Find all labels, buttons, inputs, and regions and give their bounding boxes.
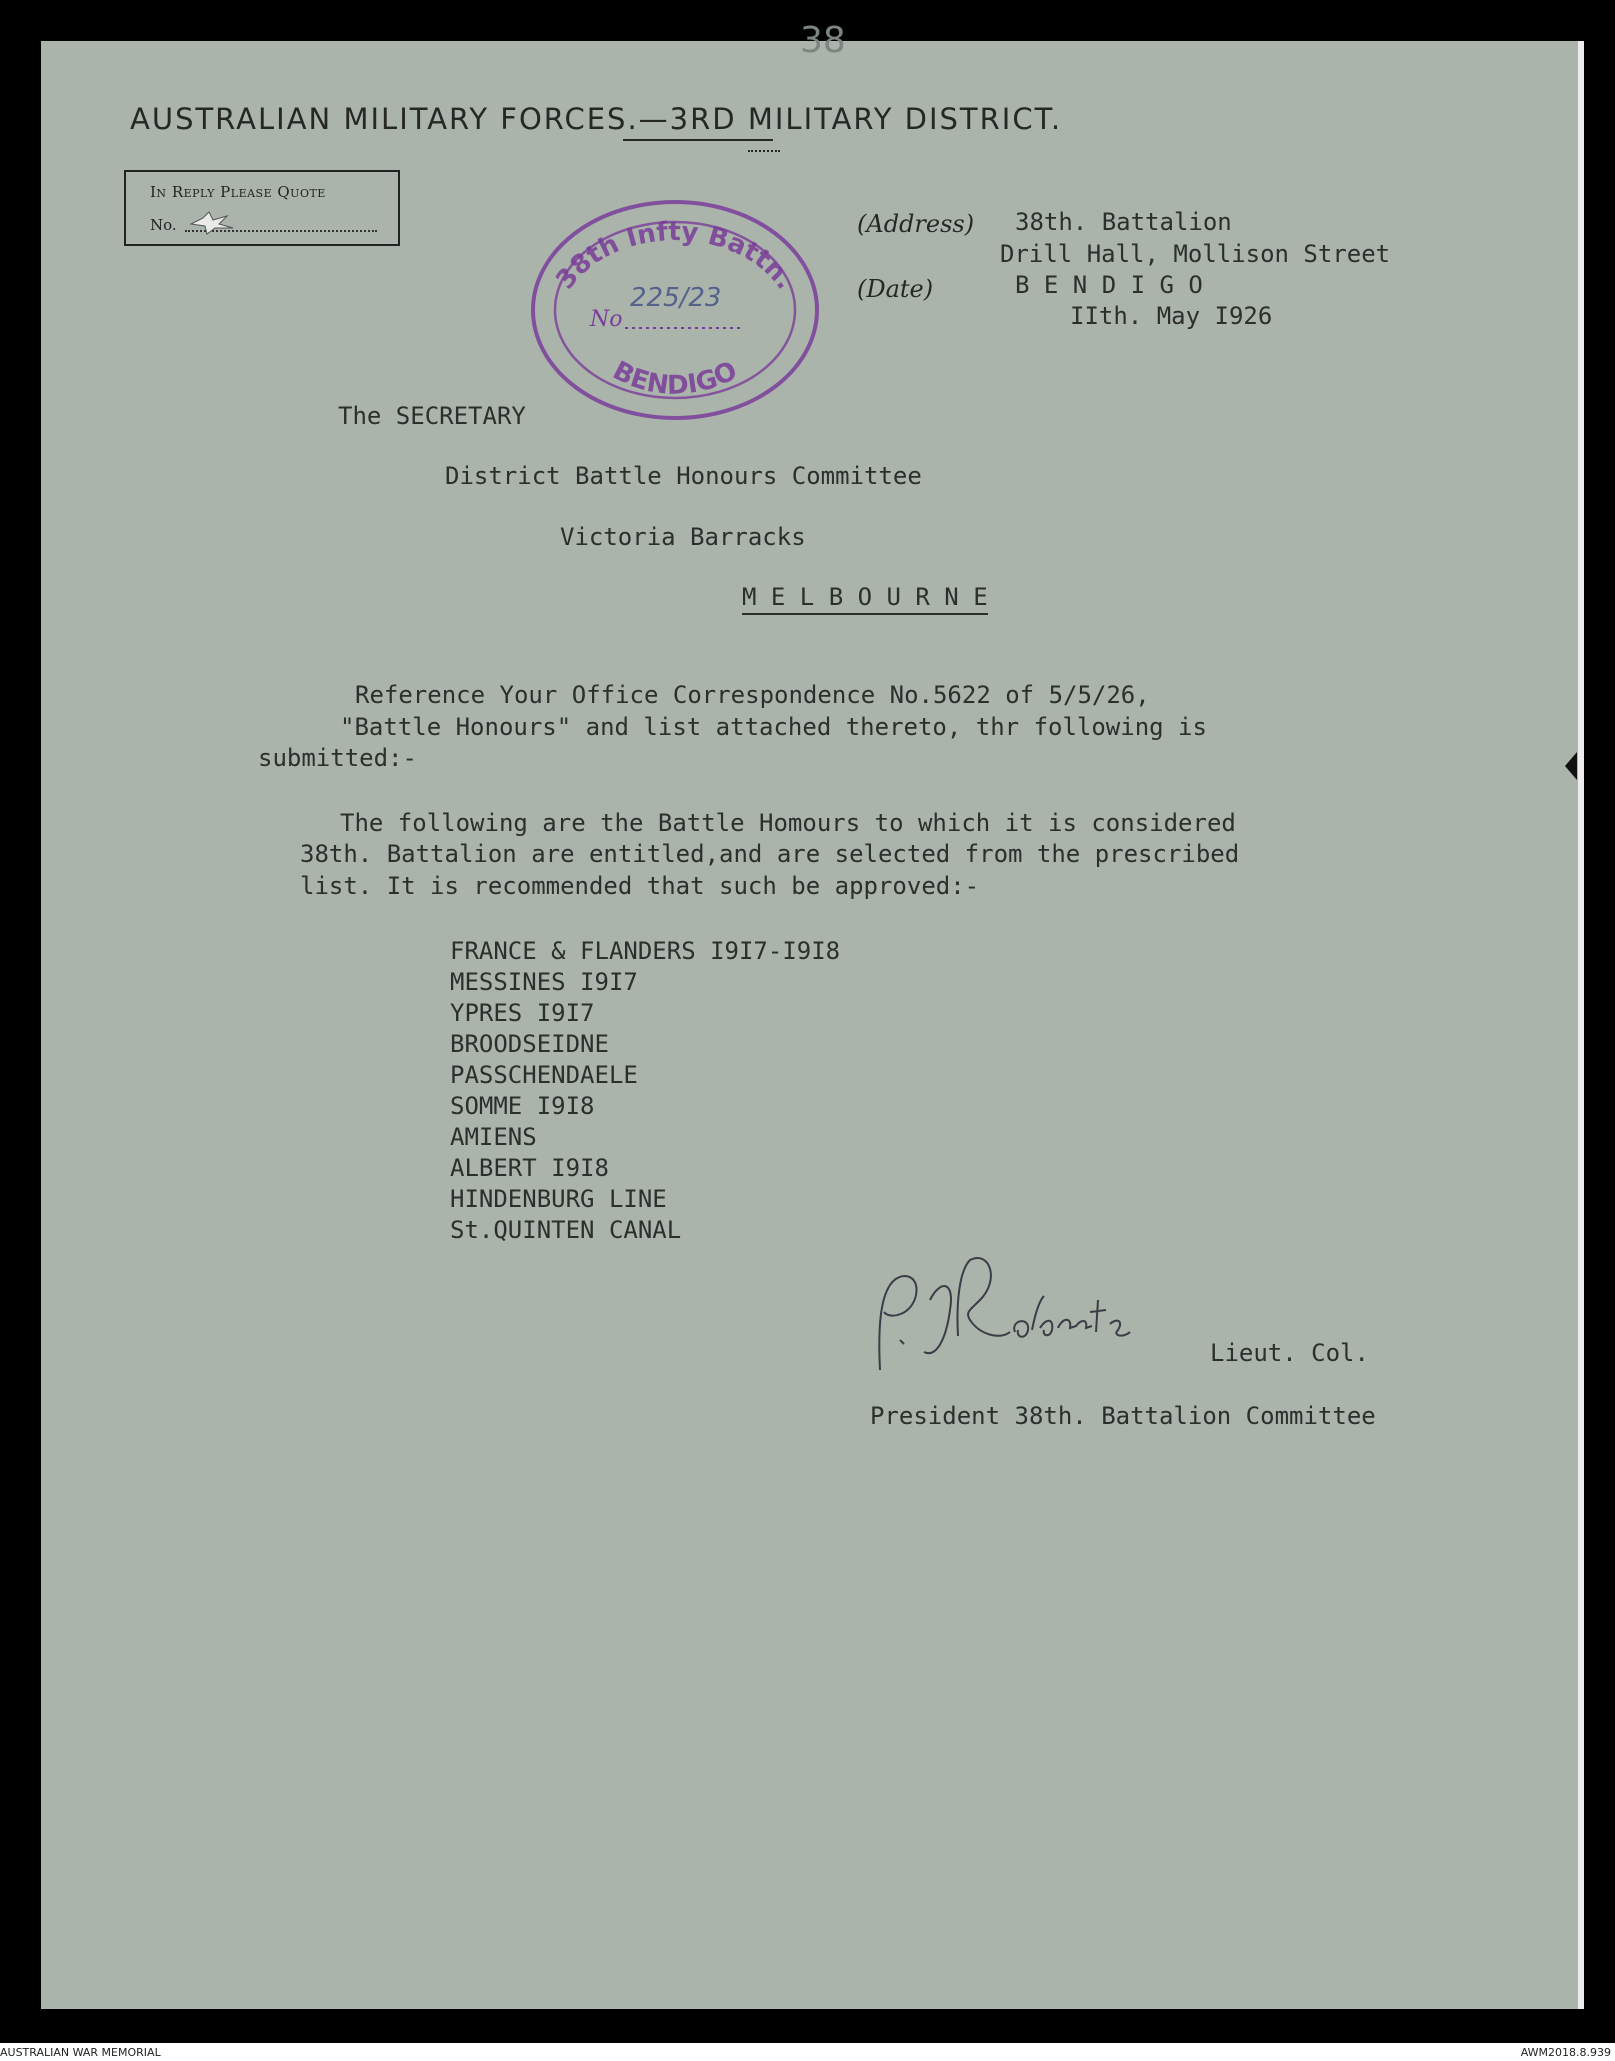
recipient-barracks: Victoria Barracks xyxy=(560,523,806,551)
honour-item: ALBERT I9I8 xyxy=(450,1154,609,1182)
handwritten-signature xyxy=(840,1240,1200,1400)
body-p2-line1: The following are the Battle Homours to which it is considered xyxy=(340,809,1236,837)
battalion-stamp xyxy=(520,190,830,430)
date-label: (Date) xyxy=(857,275,934,303)
stamp-bottom-text: BENDIGO xyxy=(607,355,743,401)
heading-dots xyxy=(748,150,780,152)
body-p1-line3: submitted:- xyxy=(258,744,417,772)
signature-title: President 38th. Battalion Committee xyxy=(870,1402,1376,1430)
address-label: (Address) xyxy=(857,210,975,238)
honour-item: HINDENBURG LINE xyxy=(450,1185,667,1213)
footer-source: AUSTRALIAN WAR MEMORIAL xyxy=(0,2046,161,2059)
reply-box-no-label: No. xyxy=(150,216,177,234)
recipient-title: The SECRETARY xyxy=(338,402,526,430)
footer-accession: AWM2018.8.939 xyxy=(1520,2046,1611,2059)
heading-underline xyxy=(623,139,773,141)
honour-item: BROODSEIDNE xyxy=(450,1030,609,1058)
body-p2-line2: 38th. Battalion are entitled,and are selected from the prescribed xyxy=(300,840,1240,868)
honour-item: PASSCHENDAELE xyxy=(450,1061,638,1089)
sender-street: Drill Hall, Mollison Street xyxy=(1000,240,1391,268)
honour-item: AMIENS xyxy=(450,1123,537,1151)
paper-tear-mark xyxy=(189,210,235,236)
letter-date: IIth. May I926 xyxy=(1070,302,1273,330)
signature-rank: Lieut. Col. xyxy=(1210,1339,1369,1367)
sender-unit: 38th. Battalion xyxy=(1015,208,1232,236)
body-p1-line1: Reference Your Office Correspondence No.5622 of 5/5/26, xyxy=(355,681,1150,709)
page-marker xyxy=(1565,752,1577,780)
stamp-number: 225/23 xyxy=(630,283,722,313)
honour-item: FRANCE & FLANDERS I9I7-I9I8 xyxy=(450,937,841,965)
sender-town: B E N D I G O xyxy=(1015,271,1203,299)
recipient-committee: District Battle Honours Committee xyxy=(445,462,922,490)
footer-bar xyxy=(0,2043,1615,2061)
reply-box-title: In Reply Please Quote xyxy=(150,183,326,201)
recipient-city: M E L B O U R N E xyxy=(742,583,988,615)
honour-item: MESSINES I9I7 xyxy=(450,968,638,996)
honour-item: SOMME I9I8 xyxy=(450,1092,595,1120)
letterhead-title: AUSTRALIAN MILITARY FORCES.—3RD MILITARY DISTRICT. xyxy=(130,102,1063,136)
stamp-top-text: 38th Infty Battn. xyxy=(550,217,801,296)
reply-quote-box xyxy=(124,170,400,246)
pencil-number: 38 xyxy=(800,20,846,61)
honour-item: YPRES I9I7 xyxy=(450,999,595,1027)
honour-item: St.QUINTEN CANAL xyxy=(450,1216,682,1244)
stamp-no-label: No xyxy=(590,307,623,332)
page-edge xyxy=(1578,41,1584,2009)
body-p2-line3: list. It is recommended that such be approved:- xyxy=(300,872,980,900)
svg-text:BENDIGO xyxy=(608,356,742,401)
body-p1-line2: "Battle Honours" and list attached thereto, thr following is xyxy=(340,713,1207,741)
